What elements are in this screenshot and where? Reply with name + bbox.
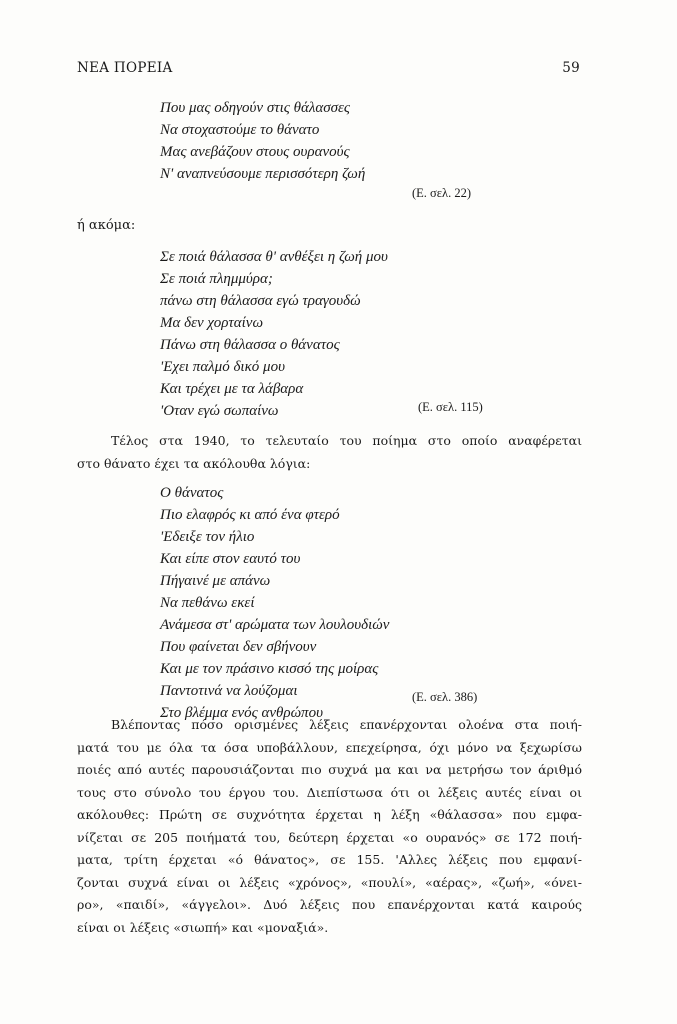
paragraph-line: Τέλος στα 1940, το τελευταίο του ποίημα στο οποίο αναφέρεται <box>111 433 582 448</box>
poem-reference-2: (Ε. σελ. 115) <box>418 400 483 414</box>
paragraph-line: είναι οι λέξεις «σιωπή» και «μοναξιά». <box>77 919 329 935</box>
poem-line: Σε ποιά θάλασσα θ' ανθέξει η ζωή μου <box>160 249 388 265</box>
poem-excerpt-1 <box>160 97 365 185</box>
page-header <box>77 60 580 76</box>
poem-line: Παντοτινά να λούζομαι <box>160 683 298 699</box>
poem-line: Πιο ελαφρός κι από ένα φτερό <box>160 507 340 523</box>
connector-text: ή ακόμα: <box>77 218 136 233</box>
journal-title: ΝΕΑ ΠΟΡΕΙΑ <box>77 60 173 76</box>
paragraph-line: στο θάνατο έχει τα ακόλουθα λόγια: <box>77 455 311 471</box>
page-number: 59 <box>562 60 580 76</box>
poem-line: Που φαίνεται δεν σβήνουν <box>160 639 317 655</box>
poem-line: Ανάμεσα στ' αρώματα των λουλουδιών <box>160 617 390 633</box>
poem-line: 'Εδειξε τον ήλιο <box>160 529 255 545</box>
poem-line: Ν' αναπνεύσουμε περισσότερη ζωή <box>160 166 366 182</box>
analysis-paragraph <box>77 714 582 939</box>
paragraph-line: ρο», «παιδί», «άγγελοι». Δυό λέξεις που επανέρχονται κατά καιρούς <box>77 897 582 912</box>
poem-line: Ο θάνατος <box>160 485 224 501</box>
poem-line: Σε ποιά πλημμύρα; <box>160 271 273 287</box>
paragraph-line: Βλέποντας πόσο ορισμένες λέξεις επανέρχονται ολοένα στα ποιή- <box>111 717 582 732</box>
poem-line: Στο βλέμμα ενός ανθρώπου <box>160 705 323 721</box>
poem-line: Και τρέχει με τα λάβαρα <box>160 381 304 397</box>
poem-line: 'Εχει παλμό δικό μου <box>160 359 285 375</box>
paragraph-line: νίζεται σε 205 ποιήματά του, δεύτερη έρχεται «ο ουρανός» σε 172 ποιή- <box>77 829 582 845</box>
poem-line: Μας ανεβάζουν στους ουρανούς <box>160 144 350 160</box>
poem-excerpt-3 <box>160 482 389 724</box>
poem-line: Να στοχαστούμε το θάνατο <box>160 122 320 138</box>
paragraph-line: ποιές από αυτές παρουσιάζονται πιο συχνά μα και να μετρήσω τον άριθμό <box>77 762 582 777</box>
paragraph-line: ακόλουθες: Πρώτη σε συχνότητα έρχεται η λέξη «θάλασσα» που εμφα- <box>77 807 582 822</box>
poem-line: Μα δεν χορταίνω <box>160 315 264 331</box>
paragraph-line: ματα, τρίτη έρχεται «ό θάνατος», σε 155. 'Αλλες λέξεις που εμφανί- <box>77 852 582 867</box>
poem-excerpt-2 <box>160 246 388 422</box>
poem-line: Να πεθάνω εκεί <box>160 595 255 611</box>
poem-line: 'Οταν εγώ σωπαίνω <box>160 403 279 419</box>
paragraph-line: τους στο σύνολο του έργου του. Διεπίστωσα ότι οι λέξεις αυτές είναι οι <box>77 784 582 800</box>
intro-paragraph <box>77 430 582 475</box>
poem-line: Πάνω στη θάλασσα ο θάνατος <box>160 337 340 353</box>
poem-reference-1: (Ε. σελ. 22) <box>412 186 472 200</box>
poem-line: πάνω στη θάλασσα εγώ τραγουδώ <box>160 293 361 309</box>
poem-reference-3: (Ε. σελ. 386) <box>412 690 478 704</box>
paragraph-line: ματά του με όλα τα όσα υποβάλλουν, επεχείρησα, όχι μόνο να ξεχωρίσω <box>77 739 582 755</box>
poem-line: Και με τον πράσινο κισσό της μοίρας <box>160 661 379 677</box>
poem-line: Που μας οδηγούν στις θάλασσες <box>160 100 350 116</box>
poem-line: Και είπε στον εαυτό του <box>160 551 301 567</box>
paragraph-line: ζονται συχνά είναι οι λέξεις «χρόνος», «πουλί», «αέρας», «ζωή», «όνει- <box>77 874 582 890</box>
poem-line: Πήγαινέ με απάνω <box>160 573 271 589</box>
